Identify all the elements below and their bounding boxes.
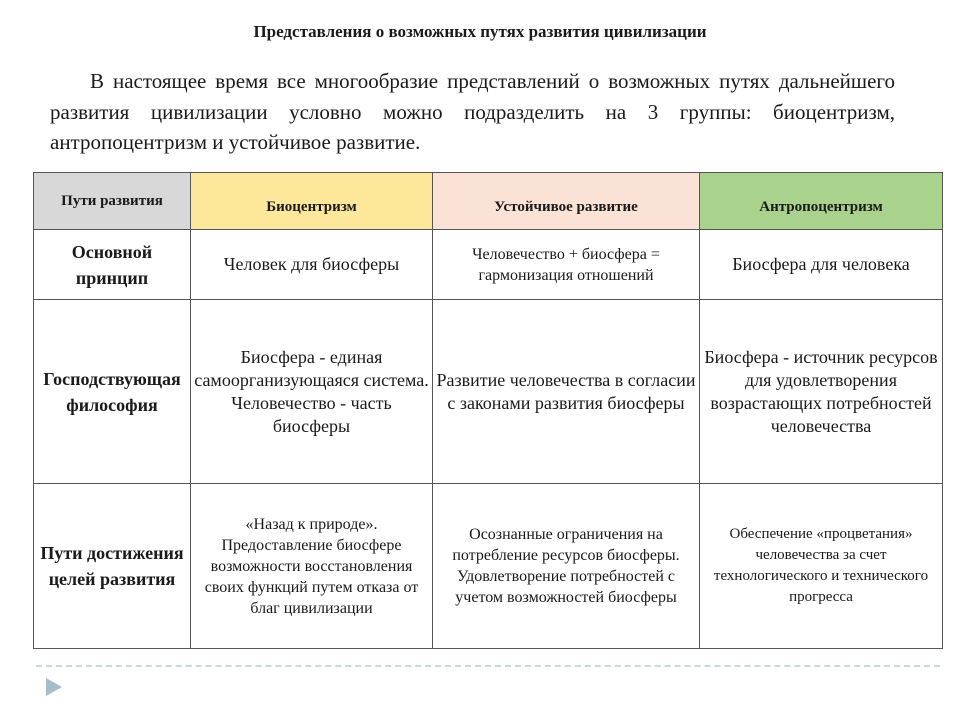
column-header-sustainable: Устойчивое развитие <box>433 173 700 230</box>
play-triangle-shape <box>46 678 62 696</box>
table-header-row <box>34 173 943 230</box>
play-triangle-icon[interactable] <box>44 676 64 698</box>
cell-philosophy-sustainable: Развитие человечества в согласии с законами развития биосферы <box>433 300 700 484</box>
row-header-ways: Пути достижения целей развития <box>34 484 191 649</box>
page-title: Представления о возможных путях развития цивилизации <box>253 22 707 41</box>
table-row <box>34 484 943 649</box>
comparison-table <box>33 172 943 649</box>
cell-philosophy-anthro: Биосфера - источник ресурсов для удовлетворения возрастающих потребностей человечества <box>700 300 943 484</box>
cell-principle-sustainable: Человечество + биосфера = гармонизация отношений <box>433 230 700 300</box>
cell-ways-anthro: Обеспечение «процветания» человечества за счет технологического и технического прогресса <box>700 484 943 649</box>
cell-principle-anthro: Биосфера для человека <box>700 230 943 300</box>
footer-divider <box>36 665 940 667</box>
cell-philosophy-bio: Биосфера - единая самоорганизующаяся система. Человечество - часть биосферы <box>191 300 433 484</box>
table-row <box>34 230 943 300</box>
corner-header: Пути развития <box>34 173 191 230</box>
row-header-philosophy: Господствующая философия <box>34 300 191 484</box>
intro-paragraph: В настоящее время все многообразие представлений о возможных путях дальнейшего развития цивилизации условно можно подразделить на 3 группы: биоцентризм, антропоцентризм и устойчивое развитие. <box>50 69 895 154</box>
cell-ways-bio: «Назад к природе». Предоставление биосфере возможности восстановления своих функций путем отказа от благ цивилизации <box>191 484 433 649</box>
row-header-principle: Основной принцип <box>34 230 191 300</box>
cell-principle-bio: Человек для биосферы <box>191 230 433 300</box>
column-header-biocentrism: Биоцентризм <box>191 173 433 230</box>
table-row <box>34 300 943 484</box>
column-header-anthropocentrism: Антропоцентризм <box>700 173 943 230</box>
cell-ways-sustainable: Осознанные ограничения на потребление ресурсов биосферы. Удовлетворение потребностей с учетом возможностей биосферы <box>433 484 700 649</box>
